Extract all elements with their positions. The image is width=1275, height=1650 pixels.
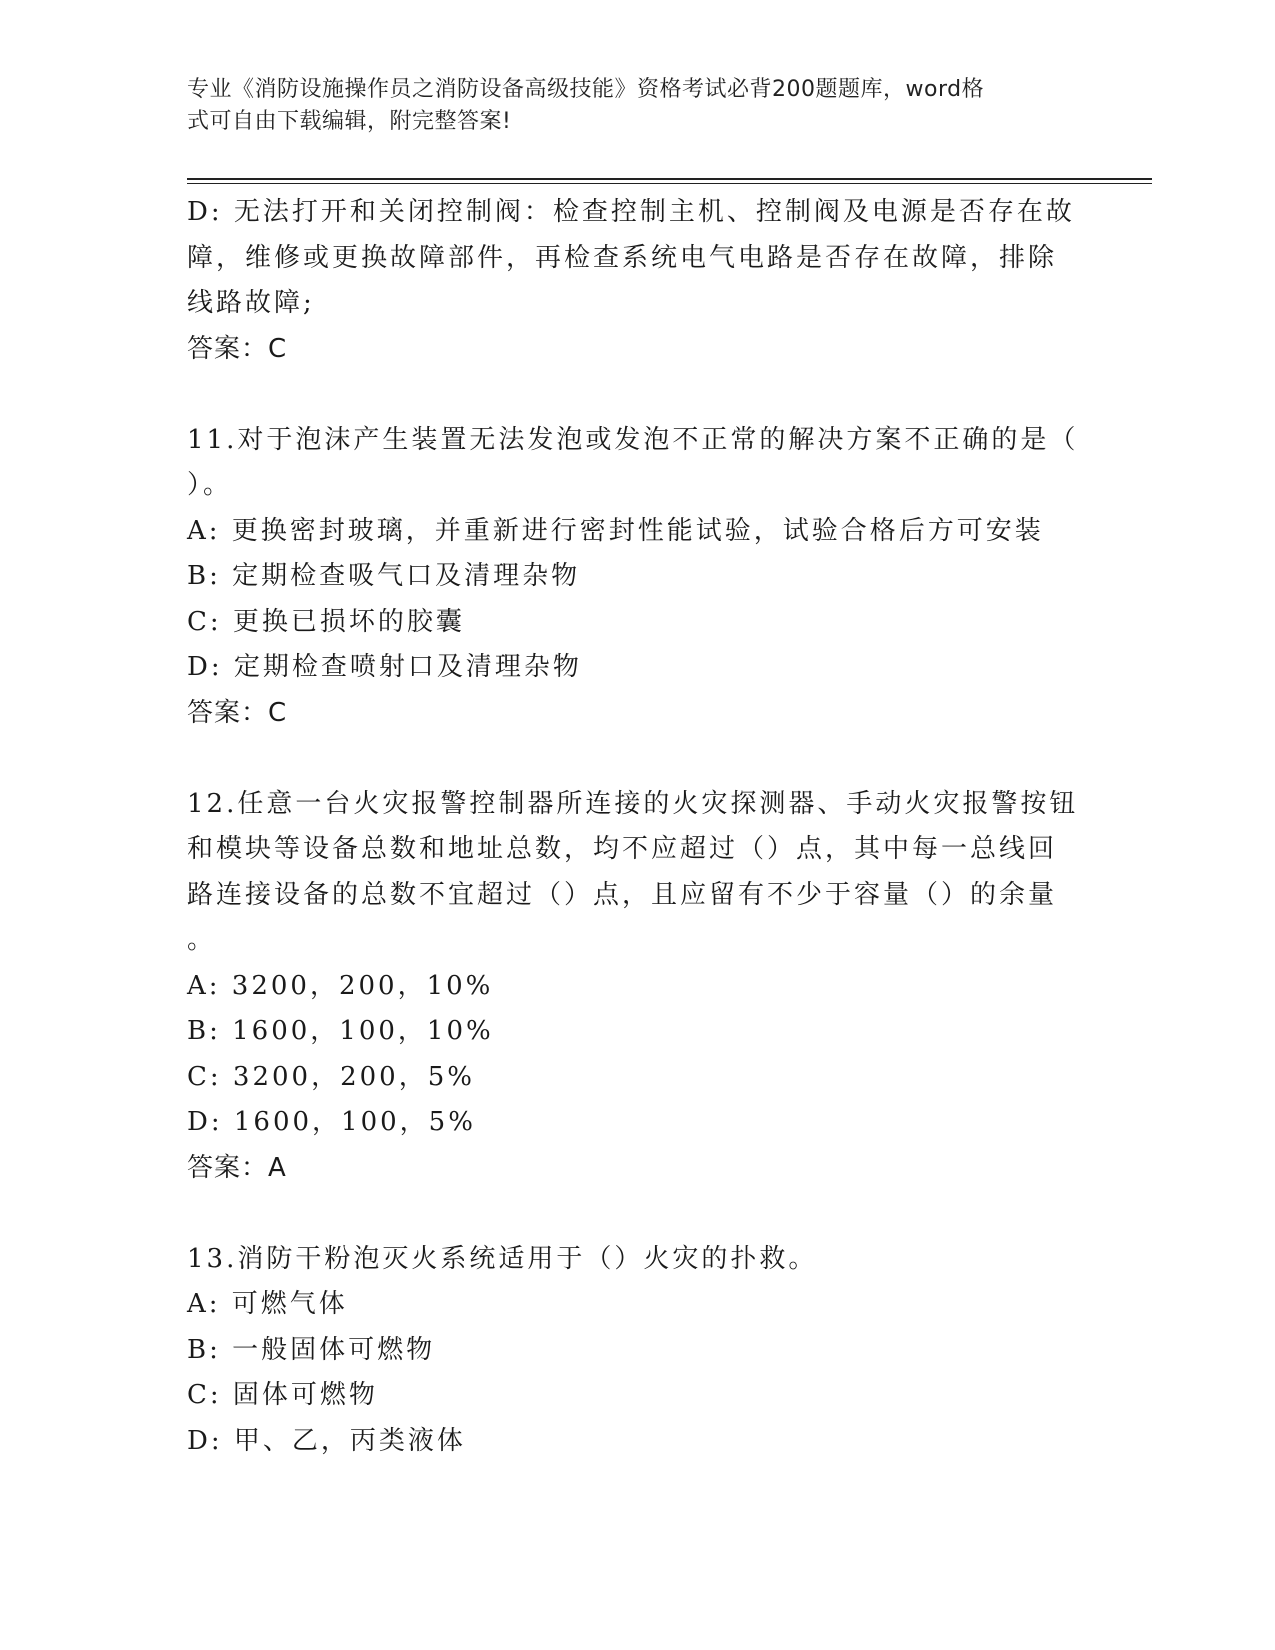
option-b: B: 1600，100，10% bbox=[187, 1016, 494, 1046]
question-content bbox=[187, 190, 1077, 1464]
answer-line: 答案：A bbox=[187, 1152, 287, 1183]
option-c: C: 固体可燃物 bbox=[187, 1380, 378, 1410]
question-stem-line: 和模块等设备总数和地址总数，均不应超过（）点，其中每一总线回 bbox=[187, 834, 1058, 864]
question-13 bbox=[187, 1237, 1077, 1465]
option-d: D: 1600，100，5% bbox=[187, 1107, 476, 1137]
option-a: A: 可燃气体 bbox=[187, 1289, 348, 1319]
answer-line: 答案：C bbox=[187, 333, 288, 364]
option-a: A: 3200，200，10% bbox=[187, 970, 494, 1001]
question-stem-line: ）。 bbox=[187, 470, 233, 500]
header-divider-thin bbox=[187, 183, 1152, 184]
header-line-2: 式可自由下载编辑，附完整答案! bbox=[187, 109, 512, 134]
option-d-line: 线路故障; bbox=[187, 288, 315, 318]
option-d-line: 障，维修或更换故障部件，再检查系统电气电路是否存在故障，排除 bbox=[187, 242, 1058, 273]
question-stem-line: 13.消防干粉泡灭火系统适用于（）火灾的扑救。 bbox=[187, 1243, 818, 1274]
document-header bbox=[187, 74, 1067, 138]
question-11 bbox=[187, 418, 1077, 737]
question-stem-line: 11.对于泡沫产生装置无法发泡或发泡不正常的解决方案不正确的是（ bbox=[187, 424, 1079, 455]
option-b: B: 一般固体可燃物 bbox=[187, 1334, 436, 1365]
prev-question-block bbox=[187, 190, 1077, 372]
question-12 bbox=[187, 782, 1077, 1192]
spacer bbox=[187, 1191, 1077, 1237]
option-d: D: 定期检查喷射口及清理杂物 bbox=[187, 652, 582, 682]
spacer bbox=[187, 372, 1077, 418]
spacer bbox=[187, 736, 1077, 782]
option-c: C: 3200，200，5% bbox=[187, 1061, 475, 1092]
question-stem-line: 路连接设备的总数不宜超过（）点，且应留有不少于容量（）的余量 bbox=[187, 879, 1058, 910]
answer-line: 答案：C bbox=[187, 697, 288, 728]
question-stem-line: 12.任意一台火灾报警控制器所连接的火灾探测器、手动火灾报警按钮 bbox=[187, 788, 1079, 819]
option-d-line: D: 无法打开和关闭控制阀：检查控制主机、控制阀及电源是否存在故 bbox=[187, 197, 1075, 227]
option-d: D: 甲、乙，丙类液体 bbox=[187, 1425, 466, 1456]
option-c: C: 更换已损坏的胶囊 bbox=[187, 606, 465, 637]
option-b: B: 定期检查吸气口及清理杂物 bbox=[187, 561, 581, 591]
option-a: A: 更换密封玻璃，并重新进行密封性能试验，试验合格后方可安装 bbox=[187, 515, 1044, 546]
header-divider-thick bbox=[187, 178, 1152, 180]
question-stem-line: 。 bbox=[187, 925, 217, 955]
header-line-1: 专业《消防设施操作员之消防设备高级技能》资格考试必背200题题库，word格 bbox=[187, 77, 985, 102]
